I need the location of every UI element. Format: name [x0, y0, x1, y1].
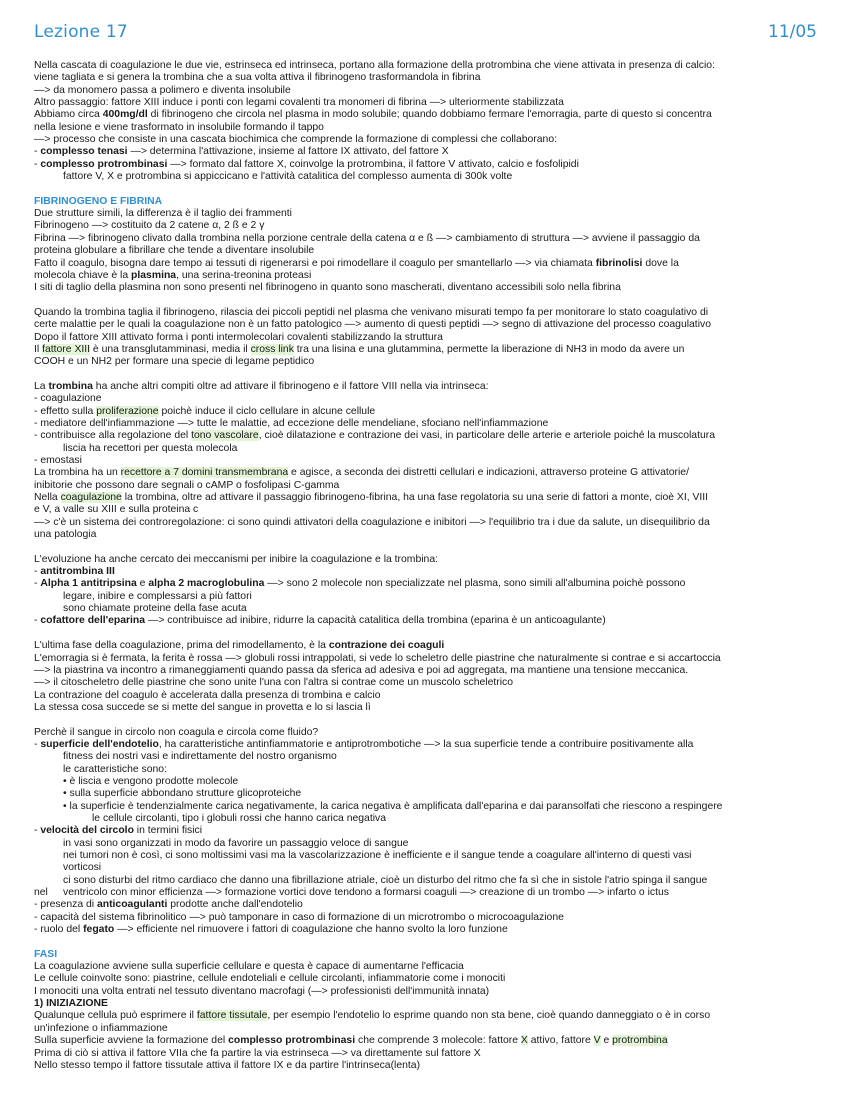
list-item: - complesso protrombinasi —> formato dal fattore X, coinvolge la protrombina, il fattore V attivato, calcio e fosfolipidi [34, 158, 579, 170]
list-item: - emostasi [34, 455, 82, 466]
text-line: sono chiamate proteine della fase acuta [63, 603, 247, 615]
text-line: La contrazione del coagulo è accelerata dalla presenza di trombina e calcio [34, 689, 381, 701]
text-line: liscia ha recettori per questa molecola [63, 442, 238, 454]
text-line: Dopo il fattore XIII attivato forma i ponti intermolecolari covalenti stabilizzando la struttura [34, 331, 443, 343]
list-item: - velocità del circolo in termini fisici [34, 825, 203, 837]
text-line: I monociti una volta entrati nel tessuto diventano macrofagi (—> professionisti dell'immunità innata) [34, 985, 490, 997]
text-line: Fatto il coagulo, bisogna dare tempo ai tessuti di rigenerarsi e poi rimodellare il coagulo per smantellarlo —> via chiamata fibrinolisi dove la [34, 257, 679, 269]
text-line: L'evoluzione ha anche cercato dei meccanismi per inibire la coagulazione e la trombina: [34, 553, 438, 565]
text-line: Prima di ciò si attiva il fattore VIIa che fa partire la via estrinseca —> va direttamente sul fattore X [34, 1047, 481, 1059]
text-line: fattore V, X e protrombina si appiccicano e l'attività catalitica del complesso aumenta di 300k volte [63, 171, 513, 183]
text-line: le cellule circolanti, tipo i globuli rossi che hanno carica negativa [92, 812, 386, 824]
list-item: - contribuisce alla regolazione del tono vascolare, cioè dilatazione e contrazione dei vasi, in particolare delle arterie e arteriole poiché la muscolatura [34, 430, 715, 442]
lesson-title: Lezione 17 [34, 22, 128, 42]
list-item: - antitrombina III [34, 566, 115, 578]
text-line: e V, a valle su XIII e sulla proteina c [34, 504, 199, 516]
text-line: L'emorragia si è fermata, la ferita è rossa —> globuli rossi intrappolati, si vede lo scheletro delle piastrine che naturalmente si contrae e si accartoccia [34, 652, 721, 664]
list-item: - complesso tenasi —> determina l'attivazione, insieme al fattore IX attivato, del fattore X [34, 146, 449, 158]
text-line: le caratteristiche sono: [63, 763, 167, 775]
text-line: —> c'è un sistema dei controregolazione: ci sono quindi attivatori della coagulazione e inibitori —> l'equilibrio tra i due da salute, un disequilibrio da [34, 516, 710, 528]
text-line: certe malattie per le quali la coagulazione non è un fatto patologico —> aumento di questi peptidi —> segno di attivazione del processo coagulativo [34, 319, 711, 331]
text-line: vorticosi [63, 862, 102, 874]
text-line: in vasi sono organizzati in modo da favorire un passaggio veloce di sangue [63, 837, 409, 849]
text-line: un'infezione o infiammazione [34, 1022, 168, 1034]
text-line: I siti di taglio della plasmina non sono presenti nel fibrinogeno in quanto sono mascherati, diventano accessibili solo nella fibrina [34, 282, 621, 294]
text-line: ci sono disturbi del ritmo cardiaco che danno una fibrillazione atriale, cioè un disturbo del ritmo che fa sì che in sistole l'atrio spinga il sangue [63, 874, 708, 886]
text-line: Due strutture simili, la differenza è il taglio dei frammenti [34, 208, 292, 220]
text-line: —> il citoscheletro delle piastrine che sono unite l'una con l'altra si contrae come un muscolo scheletrico [34, 677, 514, 689]
text-line: proteina globulare a fibrillare che tende a diventare insolubile [34, 245, 315, 257]
text-line: Le cellule coinvolte sono: piastrine, cellule endoteliali e cellule circolanti, infiammatorie come i monociti [34, 973, 506, 985]
text-line: La coagulazione avviene sulla superficie cellulare e questa è capace di aumentarne l'efficacia [34, 961, 464, 973]
text-line: Nella coagulazione la trombina, oltre ad attivare il passaggio fibrinogeno-fibrina, ha una fase regolatoria su una serie di fattori a monte, cioè XI, VIII [34, 492, 709, 504]
section-heading-fasi: FASI [34, 948, 58, 960]
text-line: Fibrina —> fibrinogeno clivato dalla trombina nella porzione centrale della catena α e ß —> cambiamento di struttura —> avviene il passaggio da [34, 232, 700, 244]
text-line: Perchè il sangue in circolo non coagula e circola come fluido? [34, 726, 319, 738]
text-line: Nella cascata di coagulazione le due vie, estrinseca ed intrinseca, portano alla formazione della protrombina che viene attivata in presenza di calcio: [34, 60, 715, 71]
text-line: Quando la trombina taglia il fibrinogeno, rilascia dei piccoli peptidi nel plasma che venivano misurati tempo fa per monitorare lo stato coagulativo di [34, 306, 709, 318]
text-line: Il fattore XIII è una transglutamminasi, media il cross link tra una lisina e una glutammina, permette la liberazione di NH3 in modo da avere un [34, 343, 685, 355]
text-line: —> processo che consiste in una cascata biochimica che comprende la formazione di complessi che collaborano: [34, 134, 557, 146]
text-line: COOH e un NH2 per formare una specie di legame peptidico [34, 356, 315, 368]
text-line: nella lesione e viene trasformato in insolubile formando il tappo [34, 121, 324, 133]
bullet-item: • sulla superficie abbondano strutture glicoproteiche [63, 788, 302, 800]
lesson-date: 11/05 [768, 22, 817, 42]
list-item: - mediatore dell'infiammazione —> tutte le malattie, ad eccezione delle mendeliane, sfociano nell'infiammazione [34, 417, 549, 429]
text-line: fitness dei nostri vasi e indirettamente del nostro organismo [63, 751, 337, 763]
list-item: - coagulazione [34, 393, 102, 405]
text-line: L'ultima fase della coagulazione, prima del rimodellamento, è la contrazione dei coaguli [34, 640, 445, 652]
text-line: Abbiamo circa 400mg/dl di fibrinogeno che circola nel plasma in modo solubile; quando dobbiamo fermare l'emorragia, parte di questo si concentra [34, 109, 712, 121]
list-item: - capacità del sistema fibrinolitico —> può tamponare in caso di formazione di un microtrombo o microcoagulazione [34, 911, 564, 923]
subheading-iniziazione: 1) INIZIAZIONE [34, 998, 108, 1010]
text-line: legare, inibire e complessarsi a più fattori [63, 590, 252, 602]
text-line: La trombina ha un recettore a 7 domini transmembrana e agisce, a seconda dei distretti cellulari e indicazioni, attraverso proteine G attivatorie/ [34, 467, 689, 479]
page-header [34, 22, 817, 48]
bullet-item: • la superficie è tendenzialmente carica negativamente, la carica negativa è amplificata dall'eparina e dai paransolfati che riescono a respingere [63, 800, 723, 812]
text-line: Altro passaggio: fattore XIII induce i ponti con legami covalenti tra monomeri di fibrina —> ulteriormente stabilizzata [34, 97, 564, 109]
text-line: Fibrinogeno —> costituito da 2 catene α, 2 ß e 2 γ [34, 220, 265, 232]
text-line: nei tumori non è così, ci sono moltissimi vasi ma la vascolarizzazione è inefficiente e il sangue tende a coagulare all'interno di questi vasi [63, 850, 692, 861]
list-item: - presenza di anticoagulanti prodotte anche dall'endotelio [34, 899, 303, 911]
list-item: - effetto sulla proliferazione poichè induce il ciclo cellulare in alcune cellule [34, 405, 376, 417]
section-heading-fibrinogeno: FIBRINOGENO E FIBRINA [34, 195, 163, 207]
notes-body [34, 60, 819, 1072]
text-line: —> da monomero passa a polimero e diventa insolubile [34, 84, 291, 96]
text-line: viene tagliata e si genera la trombina che a sua volta attiva il fibrinogeno trasformandola in fibrina [34, 72, 481, 84]
text-line: inibitorie che possono dare segnali o cAMP o fosfolipasi C-gamma [34, 479, 340, 491]
text-line: Sulla superficie avviene la formazione del complesso protrombinasi che comprende 3 molecole: fattore X attivo, fattore V e protrombina [34, 1035, 668, 1047]
bullet-item: • è liscia e vengono prodotte molecole [63, 775, 239, 787]
text-line: —> la piastrina va incontro a rimaneggiamenti quando passa da sferica ad adesiva e poi ad aggregata, ma mantiene una tensione meccanica. [34, 664, 689, 676]
text-line: La trombina ha anche altri compiti oltre ad attivare il fibrinogeno e il fattore VIII nella via intrinseca: [34, 380, 489, 392]
list-item: - superficie dell'endotelio, ha caratteristiche antinfiammatorie e antiprotrombotiche —> la sua superficie tende a contribuire positivamente alla [34, 738, 694, 750]
list-item: - ruolo del fegato —> efficiente nel rimuovere i fattori di coagulazione che hanno svolto la loro funzione [34, 924, 508, 936]
list-item: - cofattore dell'eparina —> contribuisce ad inibire, ridurre la capacità catalitica della trombina (eparina è un anticoagulante) [34, 615, 606, 627]
text-line: Qualunque cellula può esprimere il fattore tissutale, per esempio l'endotelio lo esprime quando non sta bene, cioè quando danneggiato o è in corso [34, 1010, 711, 1022]
text-line: Nello stesso tempo il fattore tissutale attiva il fattore IX e da partire l'intrinseca(lenta) [34, 1059, 421, 1071]
text-line: una patologia [34, 529, 97, 541]
text-line: molecola chiave è la plasmina, una serina-treonina proteasi [34, 269, 312, 281]
text-line: nel ventricolo con minor efficienza —> formazione vortici dove tendono a formarsi coaguli —> creazione di un trombo —> infarto o ictus [34, 887, 669, 899]
list-item: - Alpha 1 antitripsina e alpha 2 macroglobulina —> sono 2 molecole non specializzate nel plasma, sono simili all'albumina poichè possono [34, 578, 686, 590]
text-line: La stessa cosa succede se si mette del sangue in provetta e lo si lascia lì [34, 701, 371, 713]
